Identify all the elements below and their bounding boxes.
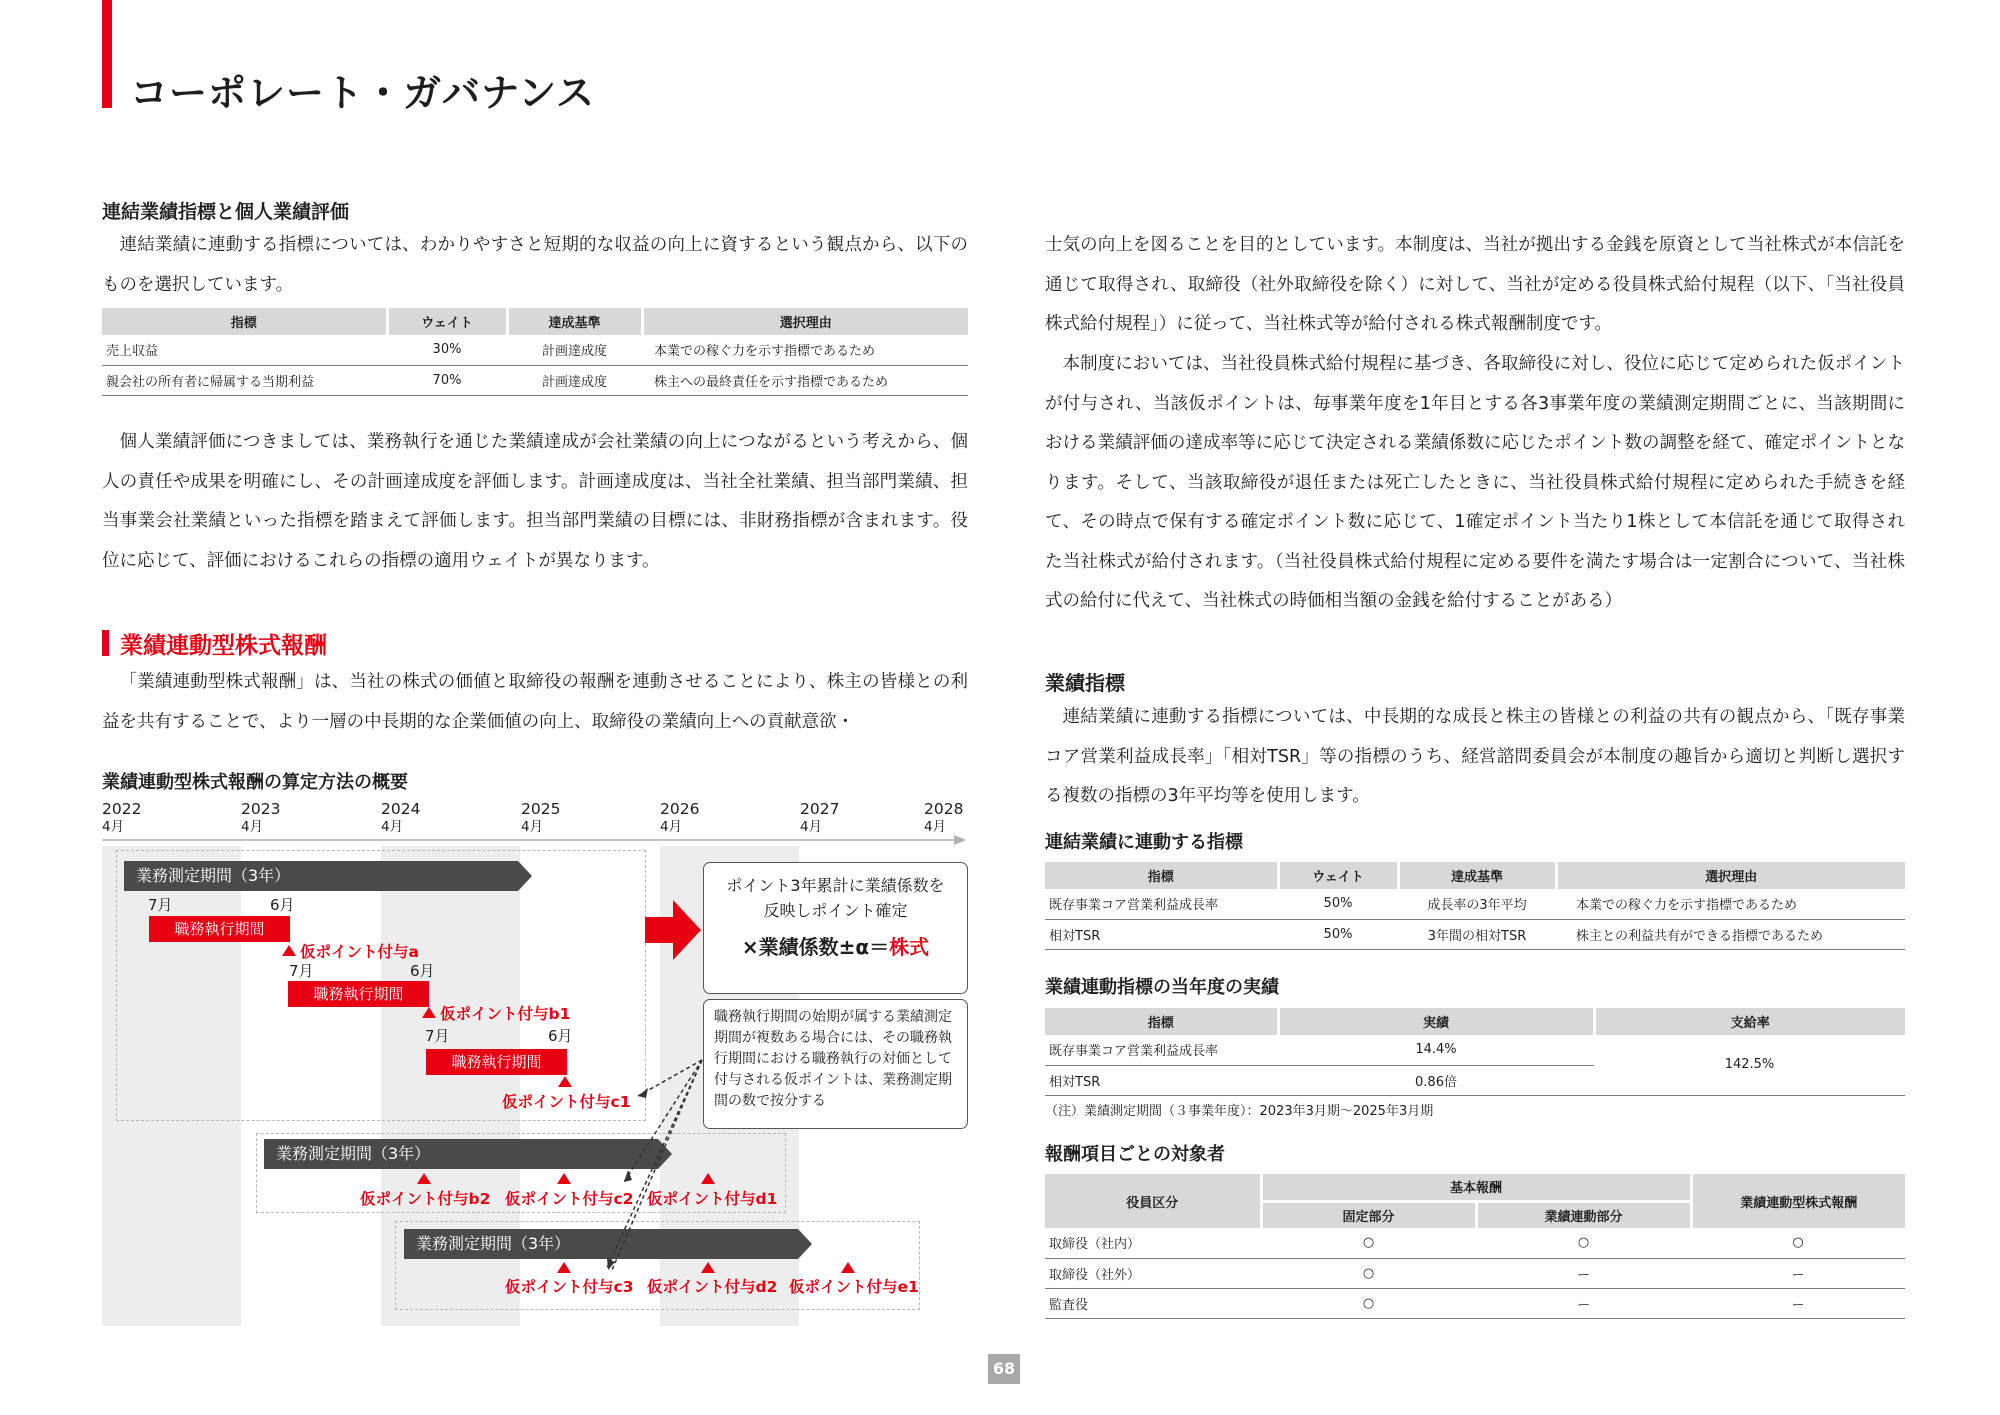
year-label: 2022 4月 (102, 800, 142, 835)
title-accent-bar (102, 0, 112, 108)
table-cell: ○ (1261, 1258, 1476, 1288)
table-header: 達成基準 (507, 308, 642, 335)
grant-b2-label: 仮ポイント付与b2 (360, 1190, 491, 1208)
table-cell: 50% (1278, 919, 1398, 949)
table-cell: 取締役（社内） (1045, 1228, 1261, 1258)
table-header: 選択理由 (642, 308, 968, 335)
table-title: 連結業績に連動する指標 (1045, 832, 1243, 853)
table-row (1045, 1035, 1905, 1065)
table-header: 基本報酬 (1261, 1174, 1691, 1201)
table-row (1045, 889, 1905, 919)
year-label: 2028 4月 (924, 800, 964, 835)
table-cell: 相対TSR (1045, 919, 1278, 949)
table-header: 達成基準 (1398, 862, 1556, 889)
table-title: 業績連動指標の当年度の実績 (1045, 977, 1279, 998)
table-cell: 成長率の3年平均 (1398, 889, 1556, 919)
stock-compensation-timeline (102, 770, 968, 1330)
diagram-title: 業績連動型株式報酬の算定方法の概要 (102, 772, 408, 793)
table-header: 支給率 (1594, 1008, 1905, 1035)
month-label: 6月 (548, 1027, 573, 1045)
table-cell: 30% (387, 335, 507, 365)
table-cell: 株主との利益共有ができる指標であるため (1556, 919, 1905, 949)
table-row (1045, 1288, 1905, 1318)
table-cell: 親会社の所有者に帰属する当期利益 (102, 365, 387, 395)
table-header: ウェイト (1278, 862, 1398, 889)
month-label: 7月 (425, 1027, 450, 1045)
table-cell: ー (1691, 1258, 1905, 1288)
year-label: 2027 4月 (800, 800, 840, 835)
table-cell: ○ (1261, 1288, 1476, 1318)
table-header: 業績連動部分 (1476, 1201, 1691, 1228)
year-label: 2023 4月 (241, 800, 281, 835)
table-header: 指標 (102, 308, 387, 335)
section-paragraph: 士気の向上を図ることを目的としています。本制度は、当社が拠出する金銭を原資として当社株式が本信託を通じて取得され、取締役（社外取締役を除く）に対して、当社が定める役員株式給付規程（以下、「当社役員株式給付規程」）に従って、当社株式等が給付される株式報酬制度です。 (1045, 235, 1905, 334)
grant-c3-label: 仮ポイント付与c3 (505, 1278, 634, 1296)
table-row (1045, 1228, 1905, 1258)
table-row (1045, 919, 1905, 949)
section-paragraph: 連結業績に連動する指標については、わかりやすさと短期的な収益の向上に資するという観点から、以下のものを選択しています。 (102, 235, 968, 295)
grant-d2-label: 仮ポイント付与d2 (647, 1278, 778, 1296)
execution-period-box: 職務執行期間 (149, 916, 290, 942)
table-header: 業績連動型株式報酬 (1691, 1174, 1905, 1228)
table-cell: 相対TSR (1045, 1065, 1278, 1095)
grant-c1-label: 仮ポイント付与c1 (502, 1093, 631, 1111)
table-row (102, 365, 968, 395)
table-header: 選択理由 (1556, 862, 1905, 889)
table-cell: 14.4% (1278, 1035, 1594, 1065)
table-cell: ー (1476, 1288, 1691, 1318)
month-label: 7月 (148, 896, 173, 914)
table-cell: ○ (1476, 1228, 1691, 1258)
year-label: 2025 4月 (521, 800, 561, 835)
table-note: （注）業績測定期間（３事業年度）：2023年3月期〜2025年3月期 (1045, 1104, 1434, 1119)
page-number: 68 (988, 1354, 1020, 1384)
table-cell: 取締役（社外） (1045, 1258, 1261, 1288)
table-cell: 0.86倍 (1278, 1065, 1594, 1095)
section-paragraph: 連結業績に連動する指標については、中長期的な成長と株主の皆様との利益の共有の観点から、「既存事業コア営業利益成長率」「相対TSR」等の指標のうち、経営諮問委員会が本制度の趣旨から適切と判断し選択する複数の指標の3年平均等を使用します。 (1045, 707, 1905, 806)
measurement-period-bar: 業務測定期間（3年） (124, 861, 518, 891)
table-cell: ー (1691, 1288, 1905, 1318)
table-cell: 3年間の相対TSR (1398, 919, 1556, 949)
section-paragraph: 個人業績評価につきましては、業務執行を通じた業績達成が会社業績の向上につながるという考えから、個人の責任や成果を明確にし、その計画達成度を評価します。計画達成度は、当社全社業績、担当部門業績、担当事業会社業績といった指標を踏まえて評価します。担当部門業績の目標には、非財務指標が含まれます。役位に応じて、評価におけるこれらの指標の適用ウェイトが異なります。 (102, 432, 968, 571)
table-header: 実績 (1278, 1008, 1594, 1035)
table-cell: 計画達成度 (507, 335, 642, 365)
linked-indicator-table (1045, 862, 1905, 950)
table-cell: 70% (387, 365, 507, 395)
measurement-period-bar: 業務測定期間（3年） (404, 1229, 798, 1259)
allocation-note-box: 職務執行期間の始期が属する業績測定期間が複数ある場合には、その職務執行期間における職務執行の対価として付与される仮ポイントは、業務測定期間の数で按分する (703, 999, 968, 1129)
point-confirmation-box: ポイント3年累計に業績係数を 反映しポイント確定 ×業績係数±α＝株式 (703, 862, 968, 994)
grant-a-label: 仮ポイント付与a (282, 940, 419, 962)
month-label: 7月 (289, 962, 314, 980)
table-cell: 本業での稼ぐ力を示す指標であるため (1556, 889, 1905, 919)
table-cell: ー (1476, 1258, 1691, 1288)
table-cell: 既存事業コア営業利益成長率 (1045, 1035, 1278, 1065)
section-heading-stock-compensation: 業績連動型株式報酬 (102, 627, 327, 660)
page-title: コーポレート・ガバナンス (130, 71, 595, 115)
table-cell: 50% (1278, 889, 1398, 919)
execution-period-box: 職務執行期間 (426, 1049, 567, 1075)
table-cell: 本業での稼ぐ力を示す指標であるため (642, 335, 968, 365)
table-cell: 計画達成度 (507, 365, 642, 395)
table-header: 固定部分 (1261, 1201, 1476, 1228)
table-row (1045, 1258, 1905, 1288)
table-cell: 監査役 (1045, 1288, 1261, 1318)
execution-period-box: 職務執行期間 (288, 981, 429, 1007)
table-row (102, 335, 968, 365)
results-table (1045, 1008, 1905, 1096)
table-cell: 既存事業コア営業利益成長率 (1045, 889, 1278, 919)
arrow-right-icon (645, 900, 701, 960)
table-cell: 株主への最終責任を示す指標であるため (642, 365, 968, 395)
measurement-period-bar: 業務測定期間（3年） (264, 1139, 658, 1169)
table-cell: 売上収益 (102, 335, 387, 365)
year-label: 2026 4月 (660, 800, 700, 835)
section-paragraph: 「業績連動型株式報酬」は、当社の株式の価値と取締役の報酬を連動させることにより、株主の皆様との利益を共有することで、より一層の中長期的な企業価値の向上、取締役の業績向上への貢献意欲・ (102, 672, 968, 732)
grant-d1-label: 仮ポイント付与d1 (647, 1190, 778, 1208)
section-paragraph: 本制度においては、当社役員株式給付規程に基づき、各取締役に対し、役位に応じて定められた仮ポイントが付与され、当該仮ポイントは、毎事業年度を1年目とする各3事業年度の業績測定期間ごとに、当該期間における業績評価の達成率等に応じて決定される業績係数に応じたポイント数の調整を経て、確定ポイントとなります。そして、当該取締役が退任または死亡したときに、当社役員株式給付規程に定められた手続きを経て、その時点で保有する確定ポイント数に応じて、1確定ポイント当たり1株として本信託を通じて取得された当社株式が給付されます。（当社役員株式給付規程に定める要件を満たす場合は一定割合について、当社株式の給付に代えて、当社株式の時価相当額の金銭を給付することがある） (1045, 354, 1905, 611)
table-header: ウェイト (387, 308, 507, 335)
grant-c2-label: 仮ポイント付与c2 (505, 1190, 634, 1208)
consolidated-indicator-table (102, 308, 968, 396)
month-label: 6月 (270, 896, 295, 914)
section-heading-consolidated: 連結業績指標と個人業績評価 (102, 201, 350, 223)
table-cell: ○ (1261, 1228, 1476, 1258)
year-label: 2024 4月 (381, 800, 421, 835)
table-header: 指標 (1045, 1008, 1278, 1035)
table-header: 役員区分 (1045, 1174, 1261, 1228)
table-title: 報酬項目ごとの対象者 (1045, 1144, 1225, 1165)
section-heading-indicators: 業績指標 (1045, 671, 1125, 695)
month-label: 6月 (410, 962, 435, 980)
grant-b1-label: 仮ポイント付与b1 (422, 1002, 570, 1024)
grant-e1-label: 仮ポイント付与e1 (789, 1278, 919, 1296)
payout-rate-cell: 142.5% (1594, 1035, 1905, 1095)
table-cell: ○ (1691, 1228, 1905, 1258)
eligibility-table (1045, 1174, 1905, 1319)
table-header: 指標 (1045, 862, 1278, 889)
